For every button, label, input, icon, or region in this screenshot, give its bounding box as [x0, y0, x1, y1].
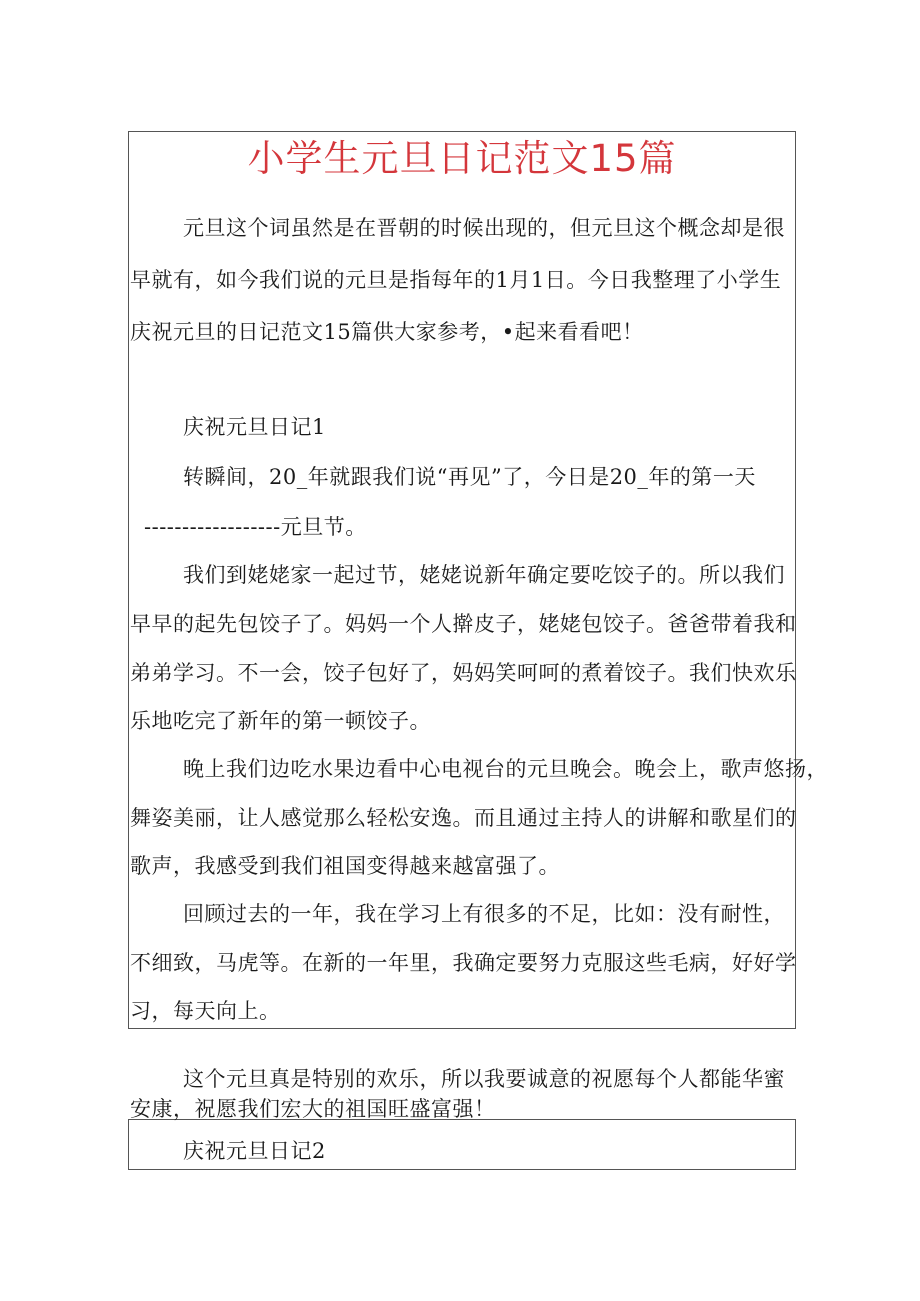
paragraph-line: 转瞬间，20_年就跟我们说“再见”了，今日是20_年的第一天 — [183, 465, 756, 489]
paragraph-line: 我们到姥姥家一起过节，姥姥说新年确定要吃饺子的。所以我们 — [183, 563, 785, 587]
paragraph-line: 习，每天向上。 — [130, 999, 281, 1023]
paragraph-line: 回顾过去的一年，我在学习上有很多的不足，比如：没有耐性， — [183, 902, 785, 926]
paragraph-line: 这个元旦真是特别的欢乐，所以我要诚意的祝愿每个人都能华蜜 — [183, 1067, 785, 1091]
paragraph-line: 晚上我们边吃水果边看中心电视台的元旦晚会。晚会上，歌声悠扬， — [183, 757, 828, 781]
paragraph-line: 弟弟学习。不一会，饺子包好了，妈妈笑呵呵的煮着饺子。我们快欢乐 — [130, 661, 797, 685]
section-heading-1: 庆祝元旦日记1 — [183, 415, 326, 439]
intro-line-1: 元旦这个词虽然是在晋朝的时候出现的，但元旦这个概念却是很 — [183, 216, 785, 240]
intro-line-2: 早就有，如今我们说的元旦是指每年的1月1日。今日我整理了小学生 — [130, 268, 782, 292]
paragraph-line: 安康，祝愿我们宏大的祖国旺盛富强！ — [130, 1097, 496, 1121]
paragraph-line: 不细致，马虎等。在新的一年里，我确定要努力克服这些毛病，好好学 — [130, 951, 797, 975]
intro-line-3: 庆祝元旦的日记范文15篇供大家参考，•起来看看吧！ — [130, 320, 644, 344]
paragraph-line: 乐地吃完了新年的第一顿饺子。 — [130, 709, 431, 733]
section-heading-2: 庆祝元旦日记2 — [183, 1139, 326, 1163]
paragraph-line: ------------------元旦节。 — [144, 515, 367, 539]
document-title: 小学生元旦日记范文15篇 — [247, 137, 677, 180]
paragraph-line: 歌声，我感受到我们祖国变得越来越富强了。 — [130, 854, 560, 878]
paragraph-line: 早早的起先包饺子了。妈妈一个人擀皮子，姥姥包饺子。爸爸带着我和 — [130, 612, 797, 636]
paragraph-line: 舞姿美丽，让人感觉那么轻松安逸。而且通过主持人的讲解和歌星们的 — [130, 806, 797, 830]
